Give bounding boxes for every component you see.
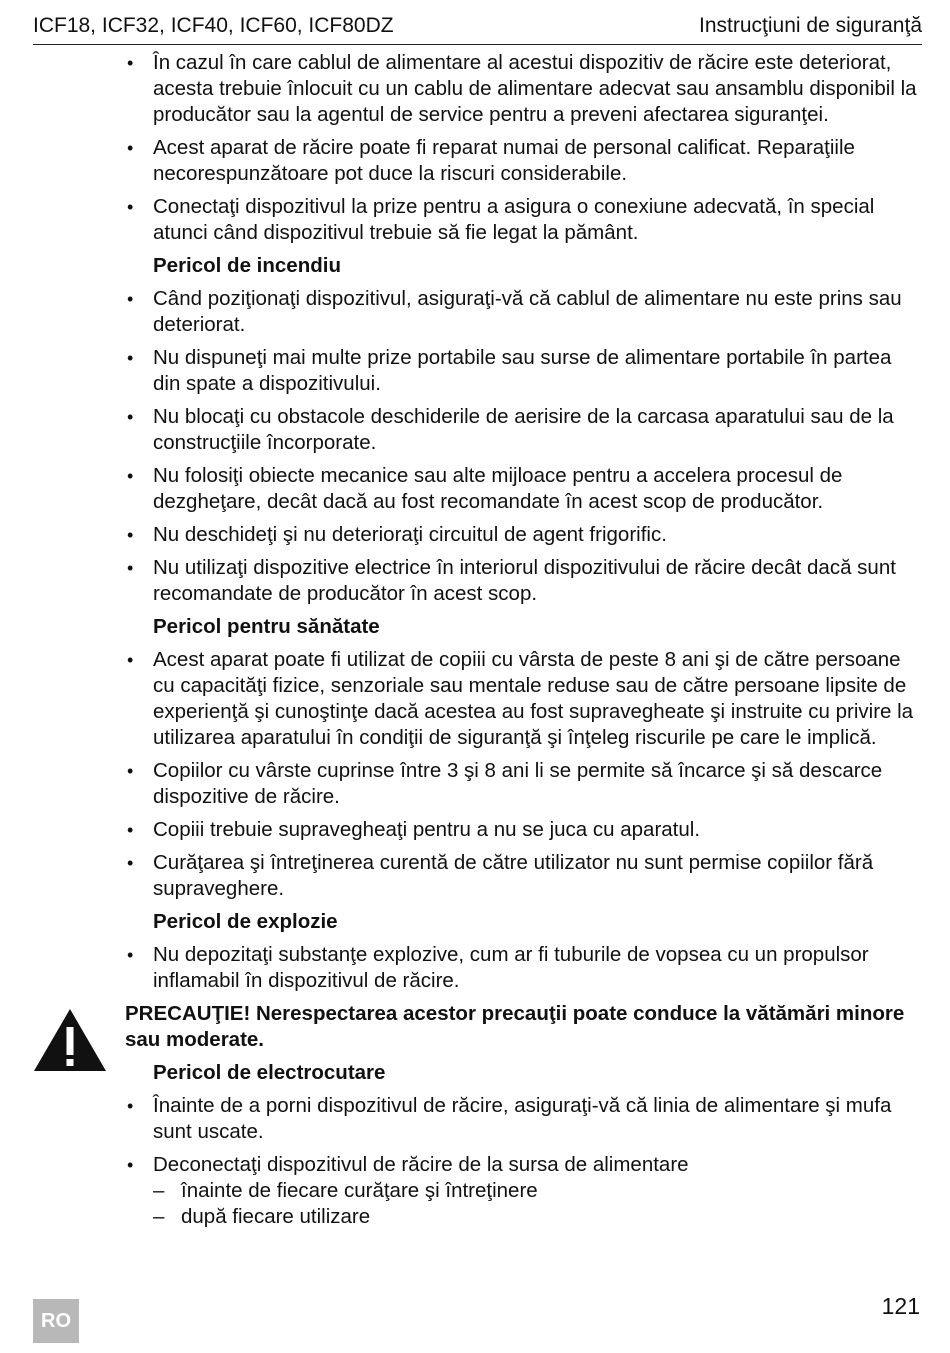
list-item-text: • Deconectaţi dispozitivul de răcire de la sursa de alimentare — [153, 1153, 689, 1176]
caution-text: PRECAUŢIE! Nerespectarea acestor precauţii poate conduce la vătămări minore sau moderate. — [125, 1002, 905, 1051]
list-item: • Copiilor cu vârste cuprinse între 3 şi 8 ani li se permite să încarce şi să descarce dispozitive de răcire. — [125, 758, 922, 810]
list-item: • În cazul în care cablul de alimentare al acestui dispozitiv de răcire este deteriorat, acesta trebuie înlocuit cu un cablu de alimentare adecvat sau ansamblu disponibil la producător sau la agentul de service pentru a preveni afectarea siguranţei. — [125, 50, 922, 128]
list-item: • Nu dispuneţi mai multe prize portabile sau surse de alimentare portabile în partea din spate a dispozitivului. — [125, 345, 922, 397]
list-item — [125, 1152, 922, 1230]
list-item: • Nu utilizaţi dispozitive electrice în interiorul dispozitivului de răcire decât dacă sunt recomandate de producător în acest scop. — [125, 555, 922, 607]
list-item: • Când poziţionaţi dispozitivul, asiguraţi-vă că cablul de alimentare nu este prins sau deteriorat. — [125, 286, 922, 338]
list-item: • Acest aparat poate fi utilizat de copiii cu vârsta de peste 8 ani şi de către persoane cu capacităţi fizice, senzoriale sau mentale reduse sau de către persoane lipsite de experienţă şi cunoştinţe dacă acestea au fost supravegheate şi instruite cu privire la utilizarea aparatului în condiţii de siguranţă şi înţeleg riscurile pe care le implică. — [125, 647, 922, 751]
safety-content — [125, 50, 922, 1230]
list-item: • Acest aparat de răcire poate fi reparat numai de personal calificat. Reparaţiile necorespunzătoare pot duce la riscuri considerabile. — [125, 135, 922, 187]
list-item: • Copiii trebuie supravegheaţi pentru a nu se juca cu aparatul. — [125, 817, 922, 843]
page-header — [33, 12, 922, 45]
language-badge: RO — [33, 1299, 79, 1343]
list-item: • Înainte de a porni dispozitivul de răcire, asiguraţi-vă că linia de alimentare şi mufa sunt uscate. — [125, 1093, 922, 1145]
page-number: 121 — [881, 1293, 920, 1319]
section-heading-explosion: Pericol de explozie — [153, 910, 338, 933]
warning-triangle-icon — [32, 1007, 108, 1073]
header-section-title: Instrucţiuni de siguranţă — [699, 14, 922, 37]
section-heading-health: Pericol pentru sănătate — [153, 615, 380, 638]
section-heading-electrocution: Pericol de electrocutare — [153, 1061, 386, 1084]
sub-list-item: – înainte de fiecare curăţare şi întreţinere — [153, 1178, 922, 1204]
header-models: ICF18, ICF32, ICF40, ICF60, ICF80DZ — [33, 14, 394, 37]
list-item: • Nu deschideţi şi nu deterioraţi circuitul de agent frigorific. — [125, 522, 922, 548]
list-item: • Curăţarea şi întreţinerea curentă de către utilizator nu sunt permise copiilor fără supraveghere. — [125, 850, 922, 902]
list-item: • Nu folosiţi obiecte mecanice sau alte mijloace pentru a accelera procesul de dezgheţare, decât dacă au fost recomandate în acest scop de producător. — [125, 463, 922, 515]
list-item: • Nu depozitaţi substanţe explozive, cum ar fi tuburile de vopsea cu un propulsor inflamabil în dispozitivul de răcire. — [125, 942, 922, 994]
sub-list-item: – după fiecare utilizare — [153, 1204, 922, 1230]
caution-notice — [125, 1001, 922, 1053]
list-item: • Conectaţi dispozitivul la prize pentru a asigura o conexiune adecvată, în special atunci când dispozitivul trebuie să fie legat la pământ. — [125, 194, 922, 246]
section-heading-fire: Pericol de incendiu — [153, 254, 341, 277]
list-item: • Nu blocaţi cu obstacole deschiderile de aerisire de la carcasa aparatului sau de la construcţiile încorporate. — [125, 404, 922, 456]
